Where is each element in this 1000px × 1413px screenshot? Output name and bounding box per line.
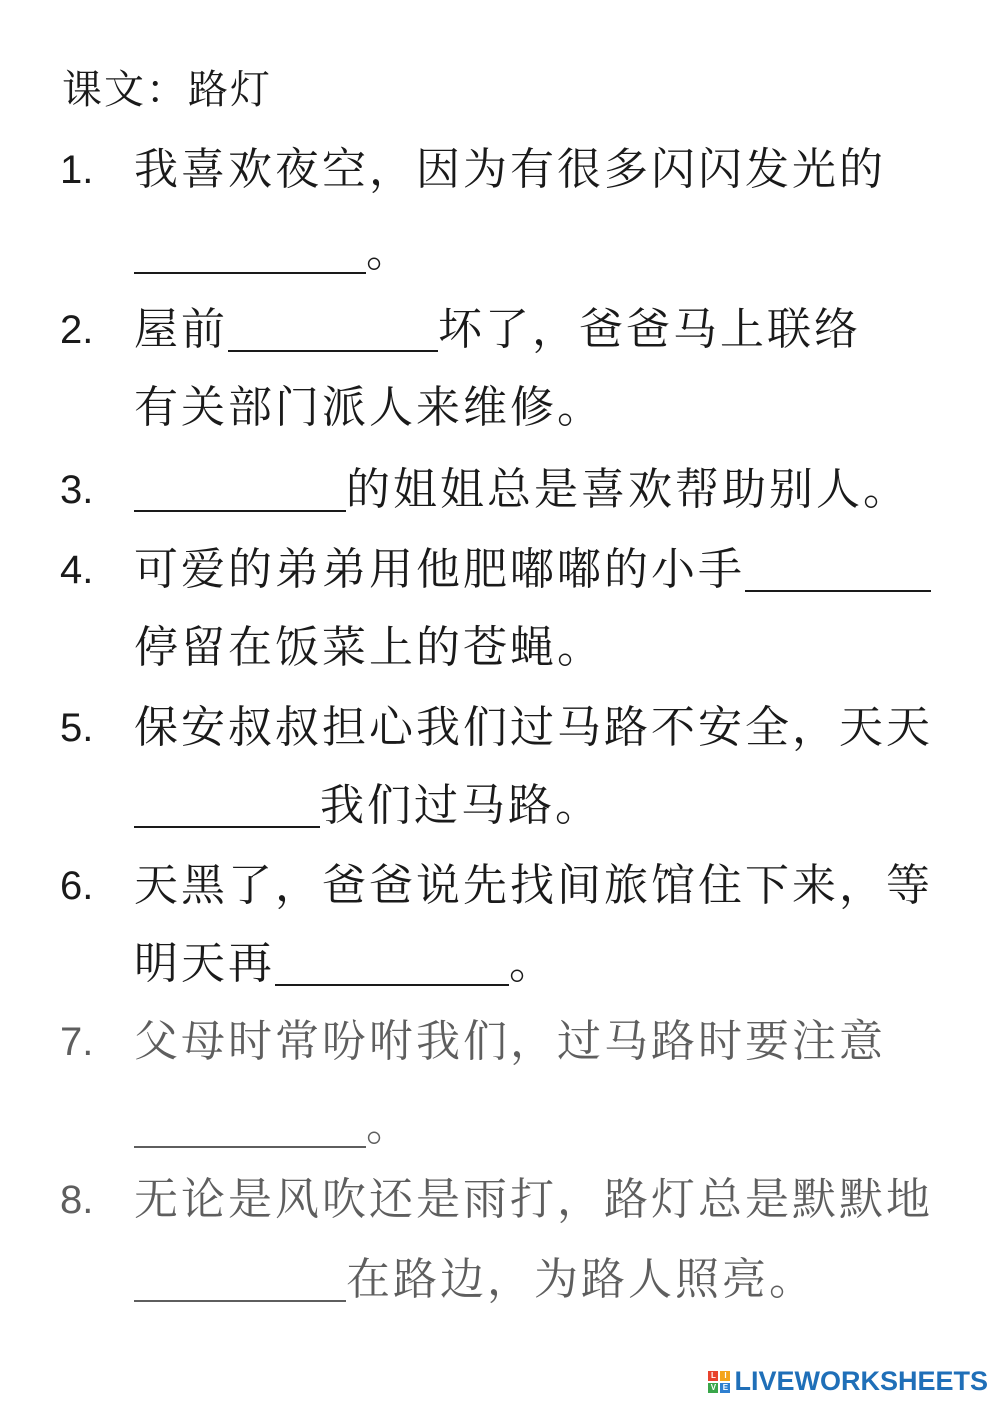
item-7-line-2 <box>134 1096 413 1156</box>
item-1-line-2 <box>134 222 413 282</box>
logo-letter-e: E <box>720 1383 730 1393</box>
item-7-text: 父母时常吩咐我们，过马路时要注意 <box>134 1016 886 1067</box>
worksheet-title: 课文：路灯 <box>62 67 272 113</box>
answer-blank-8[interactable] <box>134 1258 346 1302</box>
item-4-text-line2: 停留在饭菜上的苍蝇。 <box>134 622 604 673</box>
item-6-text-end: 。 <box>509 938 556 989</box>
item-2-line-2 <box>134 378 604 438</box>
item-7-text-end: 。 <box>366 1100 413 1151</box>
item-2-text-start: 屋前 <box>134 304 228 355</box>
item-2-text-line2: 有关部门派人来维修。 <box>134 382 604 433</box>
item-2-line-1 <box>134 300 861 360</box>
answer-blank-4[interactable] <box>745 548 931 592</box>
item-number-1: 1. <box>60 148 94 192</box>
item-5-line-2 <box>134 776 602 836</box>
item-number-2: 2. <box>60 308 94 352</box>
item-3-text: 的姐姐总是喜欢帮助别人。 <box>346 464 910 515</box>
answer-blank-2[interactable] <box>228 308 438 352</box>
item-number-3: 3. <box>60 468 94 512</box>
logo-letter-l: L <box>708 1371 718 1381</box>
item-2-text-end: 坏了，爸爸马上联络 <box>438 304 861 355</box>
item-number-4: 4. <box>60 548 94 592</box>
liveworksheets-logo[interactable] <box>708 1366 988 1397</box>
item-1-text-end: 。 <box>366 226 413 277</box>
item-5-text: 保安叔叔担心我们过马路不安全，天天 <box>134 702 933 753</box>
logo-letter-i: I <box>720 1371 730 1381</box>
item-3-line-1 <box>134 460 910 520</box>
item-6-line-1 <box>134 856 933 916</box>
item-5-text-line2: 我们过马路。 <box>320 780 602 831</box>
item-4-line-2 <box>134 618 604 678</box>
item-4-line-1 <box>134 540 931 600</box>
item-number-8: 8. <box>60 1178 94 1222</box>
item-8-line-1 <box>134 1170 933 1230</box>
item-8-text: 无论是风吹还是雨打，路灯总是默默地 <box>134 1174 933 1225</box>
logo-text: LIVEWORKSHEETS <box>734 1366 988 1396</box>
item-number-7: 7. <box>60 1020 94 1064</box>
item-7-line-1 <box>134 1012 886 1072</box>
item-number-5: 5. <box>60 706 94 750</box>
item-8-line-2 <box>134 1250 816 1310</box>
logo-letter-v: V <box>708 1383 718 1393</box>
item-6-text-line2: 明天再 <box>134 938 275 989</box>
logo-mark-icon <box>708 1371 730 1393</box>
item-4-text: 可爱的弟弟用他肥嘟嘟的小手 <box>134 544 745 595</box>
item-5-line-1 <box>134 698 933 758</box>
answer-blank-7[interactable] <box>134 1104 366 1148</box>
answer-blank-3[interactable] <box>134 468 346 512</box>
answer-blank-6[interactable] <box>275 942 509 986</box>
answer-blank-1[interactable] <box>134 230 366 274</box>
item-6-line-2 <box>134 934 556 994</box>
item-1-text: 我喜欢夜空，因为有很多闪闪发光的 <box>134 144 886 195</box>
item-number-6: 6. <box>60 864 94 908</box>
item-6-text: 天黑了，爸爸说先找间旅馆住下来，等 <box>134 860 933 911</box>
item-8-text-line2: 在路边，为路人照亮。 <box>346 1254 816 1305</box>
item-1-line-1 <box>134 140 886 200</box>
answer-blank-5[interactable] <box>134 784 320 828</box>
